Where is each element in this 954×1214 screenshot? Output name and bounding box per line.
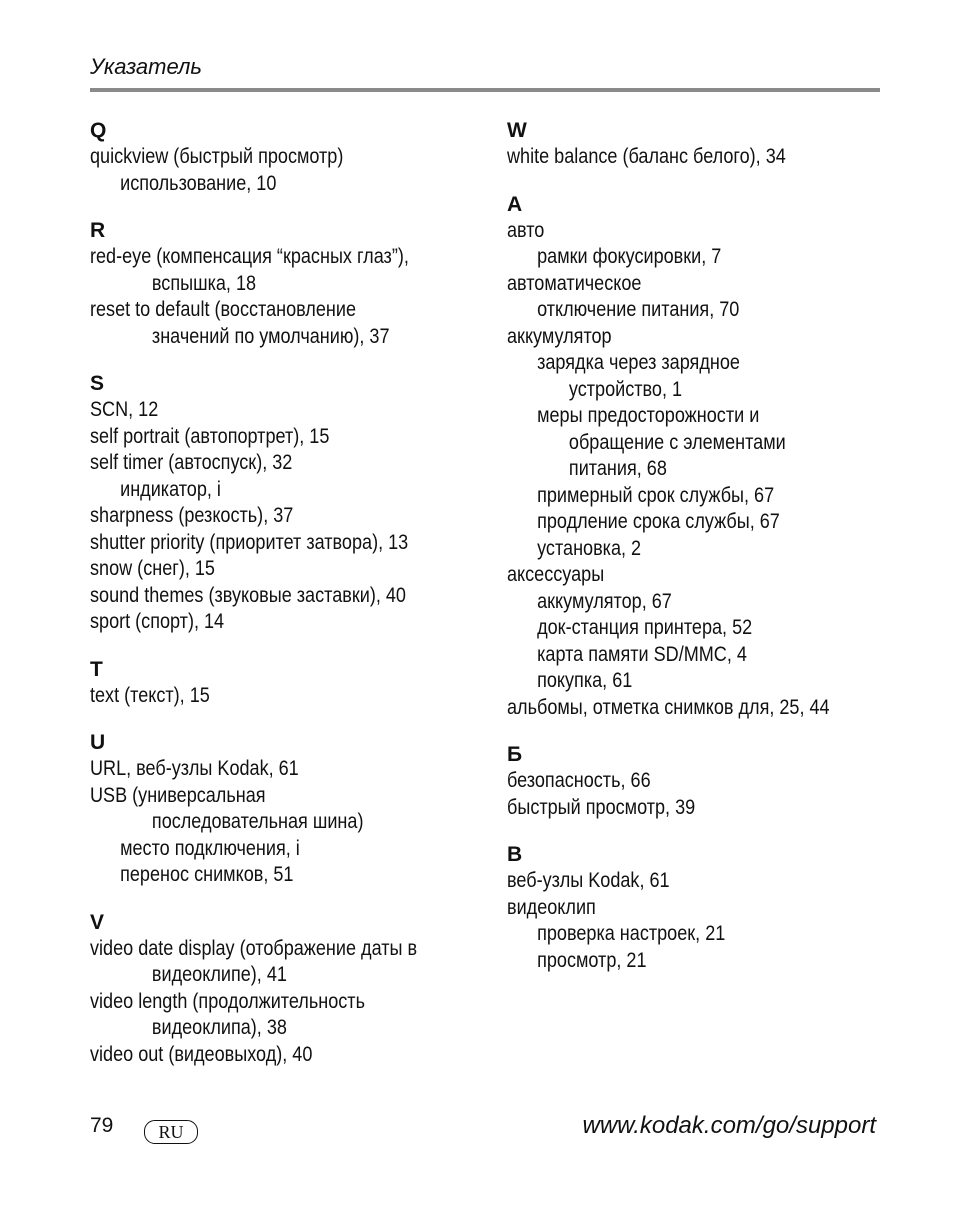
index-entry: веб-узлы Kodak, 61 <box>507 869 670 892</box>
language-badge: RU <box>144 1120 198 1144</box>
section-letter: Q <box>90 119 107 142</box>
index-entry: видеоклипа), 38 <box>151 1016 287 1039</box>
index-entry: просмотр, 21 <box>537 948 647 972</box>
index-section <box>90 371 480 636</box>
index-section <box>90 910 480 1069</box>
index-entry: карта памяти SD/MMC, 4 <box>537 642 747 666</box>
index-entry: аккумулятор <box>507 324 612 348</box>
index-entry: индикатор, i <box>120 477 221 501</box>
index-entry: безопасность, 66 <box>507 769 651 792</box>
index-entry: video date display (отображение даты в <box>90 936 418 960</box>
index-entry: shutter priority (приоритет затвора), 13 <box>90 530 409 554</box>
support-url-link[interactable]: www.kodak.com/go/support <box>582 1112 876 1139</box>
section-letter: W <box>507 119 527 142</box>
index-entry: отключение питания, 70 <box>537 298 740 321</box>
index-entry: видеоклипе), 41 <box>151 963 287 986</box>
index-entry: продление срока службы, 67 <box>537 510 780 533</box>
index-entry: quickview (быстрый просмотр) <box>90 145 344 168</box>
index-entry: sound themes (звуковые заставки), 40 <box>90 583 406 607</box>
index-entry: док-станция принтера, 52 <box>537 616 753 639</box>
index-entry: место подключения, i <box>120 836 300 860</box>
index-section <box>90 730 480 889</box>
section-letter: U <box>90 731 106 754</box>
index-entry: рамки фокусировки, 7 <box>537 245 722 268</box>
index-entry: аксессуары <box>507 563 605 586</box>
index-entry: питания, 68 <box>568 457 667 480</box>
index-entry: устройство, 1 <box>568 377 683 401</box>
index-entry: видеоклип <box>507 895 596 919</box>
page-title: Указатель <box>90 54 202 79</box>
section-letter: S <box>90 372 105 395</box>
index-entry: примерный срок службы, 67 <box>537 483 775 507</box>
index-entry: использование, 10 <box>120 171 277 195</box>
index-entry: SCN, 12 <box>90 398 159 421</box>
index-entry: обращение с элементами <box>568 430 786 454</box>
index-entry: быстрый просмотр, 39 <box>507 795 696 819</box>
index-entry: зарядка через зарядное <box>537 351 740 374</box>
index-entry: URL, веб-узлы Kodak, 61 <box>90 757 299 780</box>
index-entry: автоматическое <box>507 271 642 295</box>
index-entry: альбомы, отметка снимков для, 25, 44 <box>507 695 830 719</box>
index-entry: red-eye (компенсация “красных глаз”), <box>90 245 409 268</box>
index-entry: sharpness (резкость), 37 <box>90 504 294 527</box>
index-section <box>90 118 480 197</box>
section-letter: R <box>90 219 106 242</box>
index-entry: reset to default (восстановление <box>90 298 357 321</box>
index-column-right <box>507 118 907 995</box>
section-letter: А <box>507 192 523 216</box>
index-entry: text (текст), 15 <box>90 683 210 707</box>
index-entry: авто <box>507 218 545 242</box>
index-section <box>507 118 907 171</box>
index-entry: проверка настроек, 21 <box>537 922 726 945</box>
index-entry: USB (универсальная <box>90 783 266 807</box>
index-entry: white balance (баланс белого), 34 <box>507 145 786 168</box>
index-entry: меры предосторожности и <box>537 404 760 427</box>
index-entry: video length (продолжительность <box>90 989 365 1013</box>
section-letter: Б <box>507 743 523 766</box>
index-entry: snow (снег), 15 <box>90 557 215 580</box>
section-letter: T <box>90 657 103 681</box>
index-entry: последовательная шина) <box>151 810 364 833</box>
index-entry: video out (видеовыход), 40 <box>90 1042 313 1066</box>
index-entry: sport (спорт), 14 <box>90 610 225 633</box>
index-entry: self timer (автоспуск), 32 <box>90 451 293 474</box>
section-letter: V <box>90 910 105 934</box>
index-entry: self portrait (автопортрет), 15 <box>90 424 330 448</box>
index-entry: перенос снимков, 51 <box>120 863 294 886</box>
section-letter: В <box>507 843 523 866</box>
header-divider <box>90 88 880 92</box>
index-section <box>507 742 907 821</box>
index-section <box>507 842 907 974</box>
index-entry: аккумулятор, 67 <box>537 589 672 613</box>
index-section <box>90 218 480 350</box>
index-column-left <box>90 118 480 1089</box>
index-section <box>507 192 907 722</box>
index-entry: установка, 2 <box>537 536 642 560</box>
index-entry: вспышка, 18 <box>151 271 257 295</box>
index-entry: значений по умолчанию), 37 <box>151 324 390 348</box>
index-entry: покупка, 61 <box>537 669 633 692</box>
index-section <box>90 657 480 710</box>
page-number: 79 <box>90 1114 114 1137</box>
